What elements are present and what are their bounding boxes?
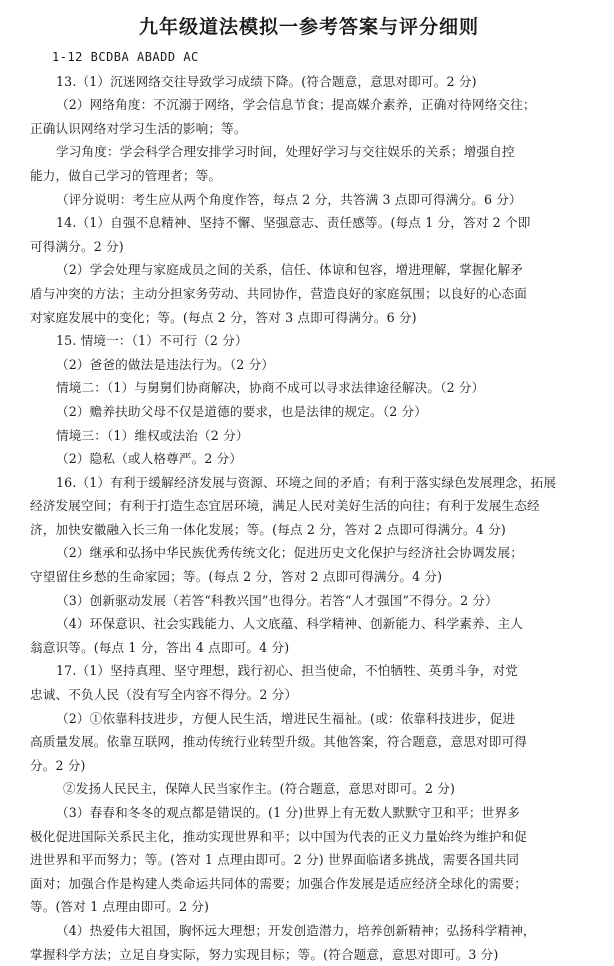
- answer-line: 忠诚、不负人民（没有写全内容不得分。2 分）: [30, 687, 298, 703]
- answer-line: ②发扬人民民主，保障人民当家作主。(符合题意，意思对即可。2 分): [63, 781, 456, 797]
- answer-line: （2）继承和弘扬中华民族优秀传统文化；促进历史文化保护与经济社会协调发展；: [56, 545, 523, 561]
- answer-line: 16.（1）有利于缓解经济发展与资源、环境之间的矛盾；有利于落实绿色发展理念，拓展: [56, 474, 557, 490]
- answer-line: 掌握科学方法；立足自身实际，努力实现目标；等。(符合题意，意思对即可。3 分): [30, 946, 499, 962]
- answer-line: 面对；加强合作是构建人类命运共同体的需要；加强合作发展是适应经济全球化的需要；: [30, 875, 528, 891]
- answer-line: 学习角度：学会科学合理安排学习时间，处理好学习与交往娱乐的关系；增强自控: [56, 144, 515, 160]
- answer-line: （3）春春和冬冬的观点都是错误的。(1 分)世界上有无数人默默守卫和平；世界多: [56, 805, 520, 820]
- answer-line: 经济发展空间；有利于打造生态宜居环境，满足人民对美好生活的向往；有利于发展生态经: [30, 498, 540, 514]
- answer-line: 极化促进国际关系民主化，推动实现世界和平；以中国为代表的正义力量始终为维护和促: [30, 828, 528, 844]
- answer-body: [30, 70, 588, 966]
- answer-line: （2）爸爸的做法是违法行为。（2 分）: [56, 356, 275, 372]
- answer-line: 17.（1）坚持真理、坚守理想，践行初心、担当使命，不怕牺牲、英勇斗争，对党: [56, 663, 518, 679]
- answer-line: 正确认识网络对学习生活的影响；等。: [30, 120, 247, 136]
- answer-line: 情境三：（1）维权或法治（2 分）: [56, 427, 249, 443]
- answer-line: （2）赡养扶助父母不仅是道德的要求，也是法律的规定。（2 分）: [56, 403, 428, 419]
- answer-line: 守望留住乡愁的生命家园；等。(每点 2 分，答对 2 点即可得满分。4 分): [30, 569, 443, 585]
- answer-line: 济，加快安徽融入长三角一体化发展；等。(每点 2 分，答对 2 点即可得满分。4 分): [30, 521, 506, 537]
- answer-line: 可得满分。2 分): [30, 238, 124, 254]
- answer-line: （4）环保意识、社会实践能力、人文底蕴、科学精神、创新能力、科学素养、主人: [56, 616, 523, 632]
- answer-line: （3）创新驱动发展（若答“科教兴国”也得分。若答“人才强国”不得分。2 分）: [56, 592, 498, 608]
- answer-line: 高质量发展。依靠互联网，推动传统行业转型升级。其他答案，符合题意，意思对即可得: [30, 734, 528, 750]
- choice-answers: 1-12 BCDBA ABADD AC: [52, 50, 199, 64]
- answer-line: 14.（1）自强不息精神、坚持不懈、坚强意志、责任感等。(每点 1 分，答对 2 个即: [56, 215, 531, 231]
- answer-line: （2）隐私（或人格尊严。2 分）: [56, 451, 243, 467]
- answer-line: 对家庭发展中的变化；等。(每点 2 分，答对 3 点即可得满分。6 分): [30, 309, 417, 325]
- answer-line: 情境二：（1）与舅舅们协商解决，协商不成可以寻求法律途径解决。（2 分）: [56, 380, 485, 396]
- answer-line: （评分说明：考生应从两个角度作答，每点 2 分，共答满 3 点即可得满分。6 分）: [56, 191, 522, 207]
- answer-line: 翁意识等。(每点 1 分，答出 4 点即可。4 分): [30, 639, 290, 655]
- document-title: 九年级道法模拟一参考答案与评分细则: [138, 16, 479, 38]
- answer-line: （2）学会处理与家庭成员之间的关系，信任、体谅和包容，增进理解，掌握化解矛: [56, 262, 523, 278]
- answer-line: （2）网络角度：不沉溺于网络，学会信息节食；提高媒介素养，正确对待网络交往；: [56, 97, 536, 113]
- answer-line: 等。(答对 1 点理由即可。2 分): [30, 899, 210, 915]
- answer-line: 分。2 分): [30, 757, 86, 773]
- answer-line: （4）热爱伟大祖国，胸怀远大理想；开发创造潜力，培养创新精神；弘扬科学精神，: [56, 922, 536, 938]
- answer-line: （2）①依靠科技进步，方便人民生活，增进民生福祉。(或：依靠科技进步，促进: [56, 710, 516, 726]
- answer-line: 15. 情境一：（1）不可行（2 分）: [56, 333, 248, 349]
- answer-line: 能力，做自己学习的管理者；等。: [30, 167, 222, 183]
- answer-line: 盾与冲突的方法；主动分担家务劳动、共同协作，营造良好的家庭氛围；以良好的心态面: [30, 285, 528, 301]
- answer-line: 13.（1）沉迷网络交往导致学习成绩下降。(符合题意，意思对即可。2 分): [56, 73, 477, 89]
- answer-line: 进世界和平而努力；等。(答对 1 点理由即可。2 分) 世界面临诸多挑战，需要各国共同: [30, 852, 520, 868]
